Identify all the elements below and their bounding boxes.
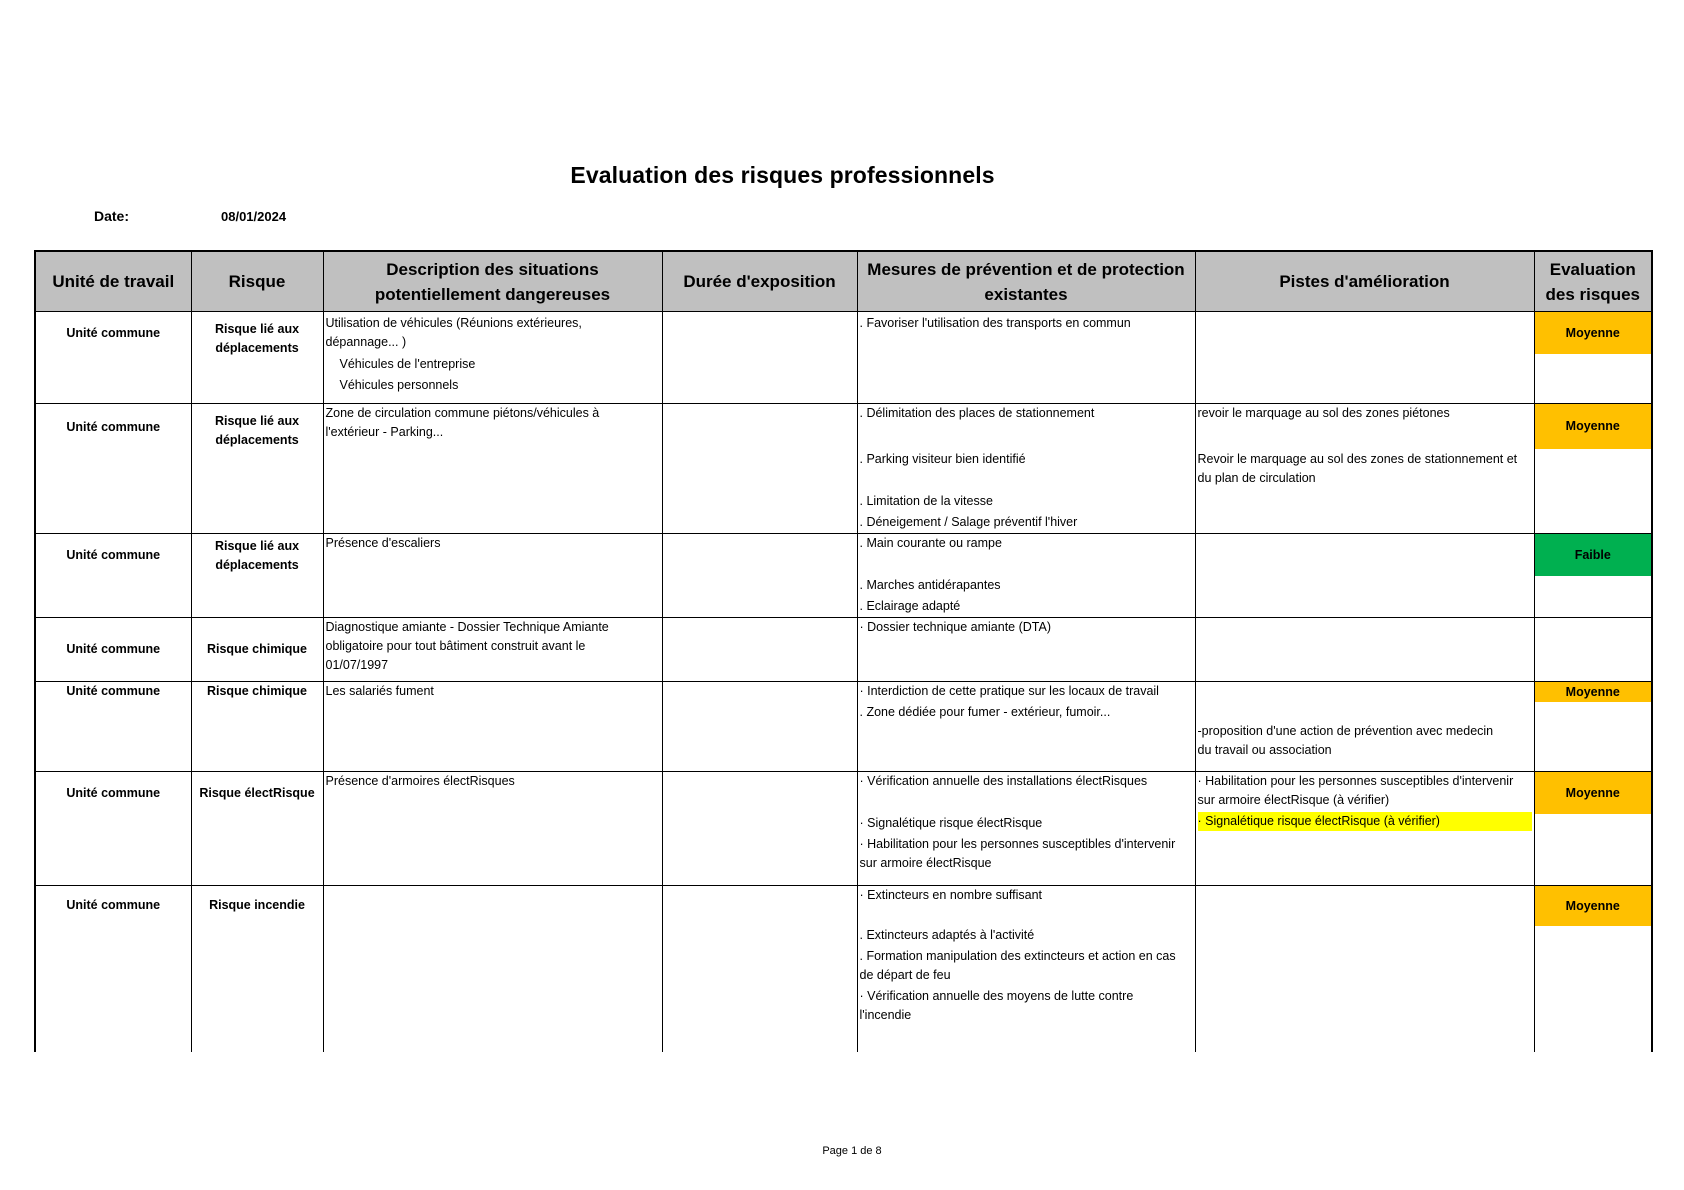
header-evaluation: Evaluation des risques — [1534, 251, 1652, 312]
cell-description — [323, 886, 662, 1052]
cell-description: Présence d'escaliers — [323, 534, 662, 618]
cell-mesures: · Dossier technique amiante (DTA) — [857, 618, 1195, 682]
cell-pistes — [1195, 534, 1534, 618]
cell-unite: Unité commune — [35, 534, 191, 618]
status-badge: Moyenne — [1535, 886, 1652, 926]
header-duree: Durée d'exposition — [662, 251, 857, 312]
date-value: 08/01/2024 — [221, 209, 287, 224]
header-unite: Unité de travail — [35, 251, 191, 312]
cell-duree — [662, 618, 857, 682]
cell-pistes: revoir le marquage au sol des zones piétones Revoir le marquage au sol des zones de stationnement et du plan de circulation — [1195, 404, 1534, 534]
header-mesures: Mesures de prévention et de protection existantes — [857, 251, 1195, 312]
header-pistes: Pistes d'amélioration — [1195, 251, 1534, 312]
cell-evaluation — [1534, 618, 1652, 682]
cell-mesures: . Favoriser l'utilisation des transports en commun — [857, 312, 1195, 404]
header-description: Description des situations potentiellement dangereuses — [323, 251, 662, 312]
cell-description: Les salariés fument — [323, 682, 662, 772]
risk-assessment-table — [34, 250, 1653, 1052]
cell-duree — [662, 312, 857, 404]
table-header-row — [35, 251, 1652, 312]
cell-risque: Risque lié aux déplacements — [191, 404, 323, 534]
cell-risque: Risque chimique — [191, 682, 323, 772]
table-row — [35, 404, 1652, 534]
cell-mesures: . Délimitation des places de stationnement . Parking visiteur bien identifié . Limitation de la vitesse . Déneigement / Salage préventif l'hiver — [857, 404, 1195, 534]
cell-unite: Unité commune — [35, 404, 191, 534]
cell-pistes — [1195, 312, 1534, 404]
cell-description: Présence d'armoires électRisques — [323, 772, 662, 886]
table-row — [35, 618, 1652, 682]
cell-duree — [662, 404, 857, 534]
cell-pistes — [1195, 618, 1534, 682]
status-badge: Moyenne — [1535, 682, 1652, 702]
cell-evaluation — [1534, 772, 1652, 886]
page-number: Page 1 de 8 — [822, 1145, 882, 1157]
cell-evaluation — [1534, 886, 1652, 1052]
cell-risque: Risque électRisque — [191, 772, 323, 886]
status-badge: Moyenne — [1535, 404, 1652, 449]
cell-unite: Unité commune — [35, 682, 191, 772]
cell-unite: Unité commune — [35, 772, 191, 886]
cell-pistes — [1195, 886, 1534, 1052]
cell-duree — [662, 886, 857, 1052]
table-row — [35, 772, 1652, 886]
cell-duree — [662, 682, 857, 772]
cell-evaluation — [1534, 404, 1652, 534]
table-row — [35, 886, 1652, 1052]
cell-evaluation — [1534, 534, 1652, 618]
cell-mesures: . Main courante ou rampe . Marches antidérapantes . Eclairage adapté — [857, 534, 1195, 618]
cell-mesures: · Interdiction de cette pratique sur les locaux de travail . Zone dédiée pour fumer - extérieur, fumoir... — [857, 682, 1195, 772]
cell-risque: Risque lié aux déplacements — [191, 534, 323, 618]
cell-description: Zone de circulation commune piétons/véhicules à l'extérieur - Parking... — [323, 404, 662, 534]
cell-unite: Unité commune — [35, 886, 191, 1052]
cell-evaluation — [1534, 682, 1652, 772]
cell-risque: Risque chimique — [191, 618, 323, 682]
cell-unite: Unité commune — [35, 618, 191, 682]
cell-mesures: · Extincteurs en nombre suffisant . Extincteurs adaptés à l'activité . Formation manipulation des extincteurs et action en cas de départ de feu · Vérification annuelle des moyens de lutte contre l'incendie — [857, 886, 1195, 1052]
cell-pistes: -proposition d'une action de prévention avec medecin du travail ou association — [1195, 682, 1534, 772]
cell-evaluation — [1534, 312, 1652, 404]
cell-pistes: · Habilitation pour les personnes susceptibles d'intervenir sur armoire électRisque (à vérifier) · Signalétique risque électRisque (à vérifier) — [1195, 772, 1534, 886]
cell-duree — [662, 772, 857, 886]
cell-description: Utilisation de véhicules (Réunions extérieures, dépannage... ) Véhicules de l'entreprise Véhicules personnels — [323, 312, 662, 404]
status-badge: Moyenne — [1535, 312, 1652, 354]
table-row — [35, 682, 1652, 772]
document-title: Evaluation des risques professionnels — [570, 162, 995, 188]
cell-risque: Risque incendie — [191, 886, 323, 1052]
date-label: Date: — [94, 208, 130, 224]
cell-duree — [662, 534, 857, 618]
cell-description: Diagnostique amiante - Dossier Technique Amiante obligatoire pour tout bâtiment construit avant le 01/07/1997 — [323, 618, 662, 682]
header-risque: Risque — [191, 251, 323, 312]
table-row — [35, 534, 1652, 618]
highlighted-item: · Signalétique risque électRisque (à vérifier) — [1198, 812, 1532, 831]
cell-unite: Unité commune — [35, 312, 191, 404]
table-row — [35, 312, 1652, 404]
status-badge: Faible — [1535, 534, 1652, 576]
status-badge: Moyenne — [1535, 772, 1652, 814]
cell-risque: Risque lié aux déplacements — [191, 312, 323, 404]
cell-mesures: · Vérification annuelle des installations électRisques · Signalétique risque électRisque · Habilitation pour les personnes susceptibles d'intervenir sur armoire électRisque — [857, 772, 1195, 886]
